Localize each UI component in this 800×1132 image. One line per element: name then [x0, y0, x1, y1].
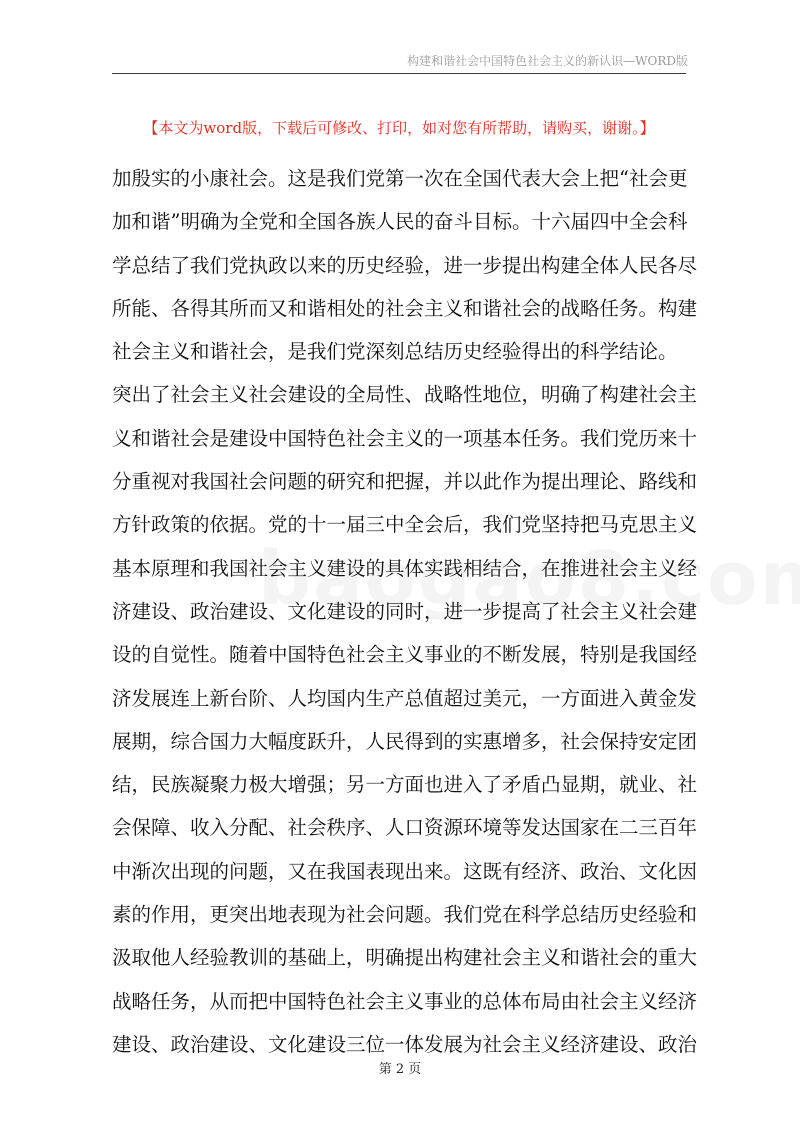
body-line: 结，民族凝聚力极大增强；另一方面也进入了矛盾凸显期，就业、社: [112, 773, 698, 797]
purchase-notice: 【本文为word版，下载后可修改、打印，如对您有所帮助，请购买，谢谢。】: [143, 119, 655, 137]
body-line: 战略任务，从而把中国特色社会主义事业的总体布局由社会主义经济: [112, 989, 698, 1013]
body-line: 中渐次出现的问题，又在我国表现出来。这既有经济、政治、文化因: [112, 859, 698, 883]
body-line: 展期，综合国力大幅度跃升，人民得到的实惠增多，社会保持安定团: [112, 729, 698, 753]
body-line: 建设、政治建设、文化建设三位一体发展为社会主义经济建设、政治: [112, 1032, 698, 1056]
page-number: 第 2 页: [378, 1062, 422, 1077]
body-line: 学总结了我们党执政以来的历史经验，进一步提出构建全体人民各尽: [112, 253, 698, 277]
body-line: 素的作用，更突出地表现为社会问题。我们党在科学总结历史经验和: [112, 903, 698, 927]
page-header-title: 构建和谐社会中国特色社会主义的新认识—WORD版: [407, 54, 688, 68]
body-line: 分重视对我国社会问题的研究和把握，并以此作为提出理论、路线和: [112, 470, 698, 494]
body-line: 会保障、收入分配、社会秩序、人口资源环境等发达国家在二三百年: [112, 816, 698, 840]
body-line: 汲取他人经验教训的基础上，明确提出构建社会主义和谐社会的重大: [112, 946, 698, 970]
body-line: 方针政策的依据。党的十一届三中全会后，我们党坚持把马克思主义: [112, 513, 698, 537]
body-line: 基本原理和我国社会主义建设的具体实践相结合，在推进社会主义经: [112, 556, 698, 580]
body-line: 突出了社会主义社会建设的全局性、战略性地位，明确了构建社会主: [112, 383, 698, 407]
body-line: 设的自觉性。随着中国特色社会主义事业的不断发展，特别是我国经: [112, 643, 698, 667]
body-line: 义和谐社会是建设中国特色社会主义的一项基本任务。我们党历来十: [112, 426, 698, 450]
body-line: 济发展连上新台阶、人均国内生产总值超过美元，一方面进入黄金发: [112, 686, 698, 710]
document-body: [112, 157, 698, 1066]
header-divider: [112, 73, 686, 74]
body-line: 加和谐”明确为全党和全国各族人民的奋斗目标。十六届四中全会科: [112, 210, 688, 234]
body-line: 济建设、政治建设、文化建设的同时，进一步提高了社会主义社会建: [112, 599, 698, 623]
body-line: 加殷实的小康社会。这是我们党第一次在全国代表大会上把“社会更: [112, 167, 688, 190]
body-line: 社会主义和谐社会，是我们党深刻总结历史经验得出的科学结论。: [112, 340, 678, 364]
body-line: 所能、各得其所而又和谐相处的社会主义和谐社会的战略任务。构建: [112, 296, 698, 320]
